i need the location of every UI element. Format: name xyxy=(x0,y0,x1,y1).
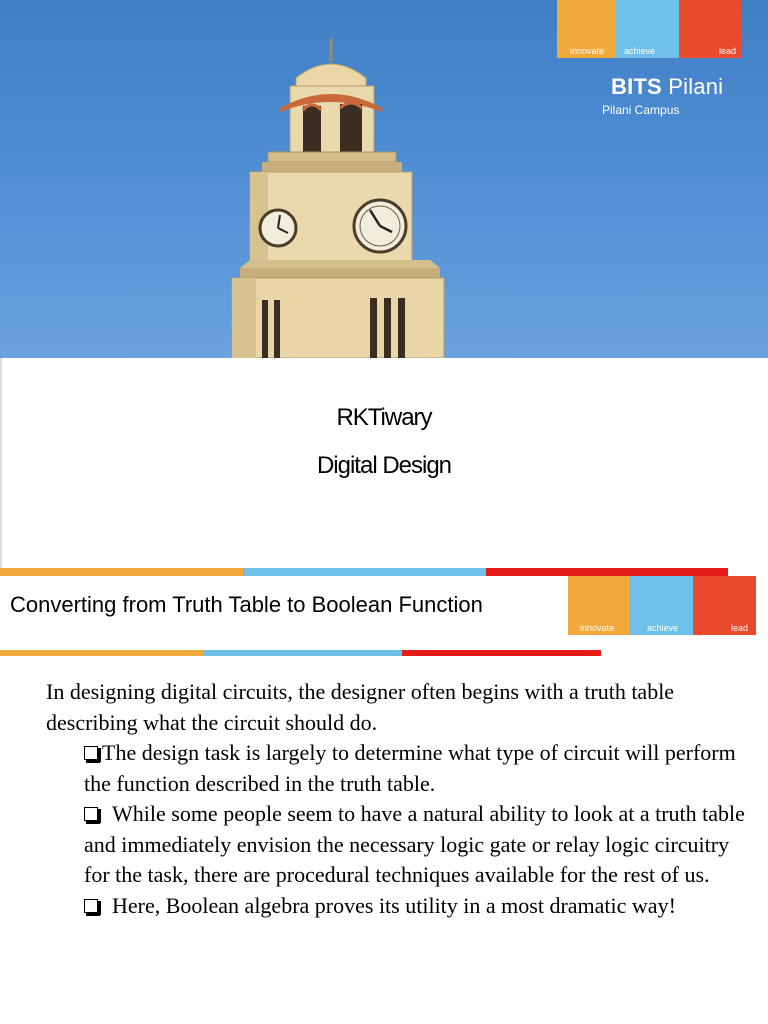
clock-tower-photo xyxy=(0,0,768,358)
course-title: Digital Design xyxy=(316,452,452,479)
brand-segment-innovate xyxy=(557,0,616,58)
brand-segment-lead xyxy=(679,0,741,58)
brand-segment-achieve xyxy=(629,576,693,635)
bullet-item xyxy=(46,738,746,799)
brand-label: lead xyxy=(718,46,736,56)
bullet-text: Here, Boolean algebra proves its utility in a most dramatic way! xyxy=(112,892,676,918)
bullet-text: The design task is largely to determine what type of circuit will perform the function described in the truth table. xyxy=(84,740,736,796)
slide-title: Converting from Truth Table to Boolean Function xyxy=(10,592,483,617)
intro-paragraph: In designing digital circuits, the designer often begins with a truth table describing what the circuit should do. xyxy=(46,679,675,735)
brand-segment-lead xyxy=(693,576,756,635)
brand-label: innovate xyxy=(570,46,605,56)
brand-label: achieve xyxy=(647,623,679,633)
checkbox-bullet-icon xyxy=(84,746,98,760)
checkbox-bullet-icon xyxy=(84,807,98,821)
header-stripe-top xyxy=(0,568,728,576)
brand-bar xyxy=(568,576,756,635)
brand-segment-innovate xyxy=(568,576,629,635)
header-stripe-bottom xyxy=(0,650,601,656)
brand-bar xyxy=(557,0,741,58)
brand-label: achieve xyxy=(624,46,656,56)
checkbox-bullet-icon xyxy=(84,899,98,913)
brand-label: innovate xyxy=(580,623,615,633)
bullet-text: While some people seem to have a natural ability to look at a truth table and immediately envision the necessary logic gate or relay logic circuitry for the task, there are procedural techniques available for the rest of us. xyxy=(84,801,745,887)
brand-label: lead xyxy=(730,623,748,633)
logo-regular-text: Pilani xyxy=(668,74,724,99)
brand-segment-achieve xyxy=(616,0,679,58)
bits-pilani-logo xyxy=(611,74,723,100)
slide-body xyxy=(46,677,746,921)
bullet-item xyxy=(46,891,746,922)
logo-bold-text: BITS xyxy=(611,74,662,99)
author-name: RKTiwary xyxy=(336,404,432,431)
campus-label: Pilani Campus xyxy=(602,103,680,117)
bullet-item xyxy=(46,799,746,891)
